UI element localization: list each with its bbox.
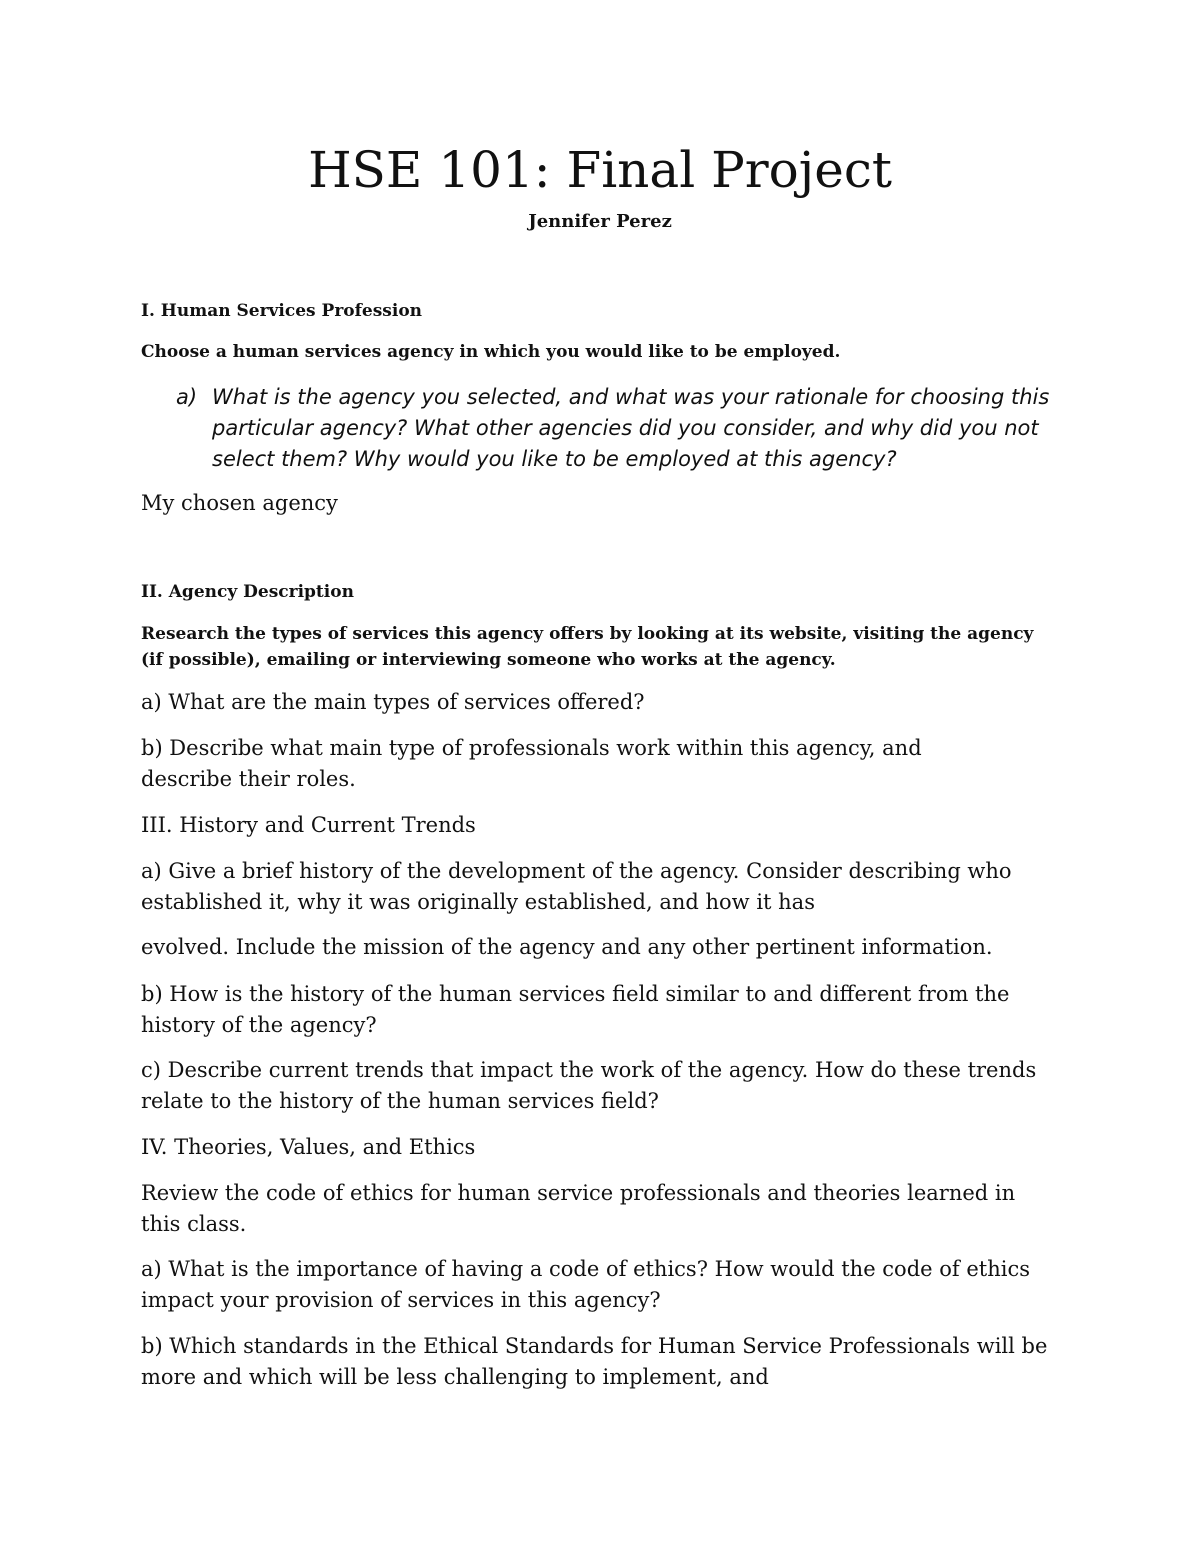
section-4-question-a: a) What is the importance of having a code of ethics? How would the code of ethics impact your provision of services in this agency? <box>141 1257 1030 1312</box>
section-3-question-b: b) How is the history of the human services field similar to and different from the history of the agency? <box>141 982 1010 1037</box>
section-2-question-a: a) What are the main types of services offered? <box>141 690 645 714</box>
section-1-instruction: Choose a human services agency in which you would like to be employed. <box>141 342 841 362</box>
section-3-heading: III. History and Current Trends <box>141 813 476 837</box>
section-3-question-a-part1: a) Give a brief history of the development of the agency. Consider describing who established it, why it was originally established, and how it has <box>141 859 1012 914</box>
section-1-heading: I. Human Services Profession <box>141 301 423 321</box>
author-name: Jennifer Perez <box>528 211 672 232</box>
section-1-question-marker: a) <box>176 385 198 409</box>
section-1-question-text: What is the agency you selected, and what was your rationale for choosing this particular agency? What other agencies did you consider, and why did you not select them? Why would you like to be employed at this agency? <box>212 385 1050 471</box>
section-3-question-a-part2: evolved. Include the mission of the agency and any other pertinent information. <box>141 935 993 959</box>
section-2-question-b: b) Describe what main type of professionals work within this agency, and describe their roles. <box>141 736 922 791</box>
section-4-instruction: Review the code of ethics for human service professionals and theories learned in this class. <box>141 1181 1016 1236</box>
section-4-question-b: b) Which standards in the Ethical Standards for Human Service Professionals will be more and which will be less challenging to implement, and <box>141 1334 1048 1389</box>
section-2-heading: II. Agency Description <box>141 582 354 602</box>
section-3-question-c: c) Describe current trends that impact the work of the agency. How do these trends relate to the history of the human services field? <box>141 1058 1037 1113</box>
section-1-answer: My chosen agency <box>141 491 338 515</box>
section-2-instruction: Research the types of services this agency offers by looking at its website, visiting the agency (if possible), emailing or interviewing someone who works at the agency. <box>141 624 1034 670</box>
document-title: HSE 101: Final Project <box>308 141 892 199</box>
section-4-heading: IV. Theories, Values, and Ethics <box>141 1135 476 1159</box>
